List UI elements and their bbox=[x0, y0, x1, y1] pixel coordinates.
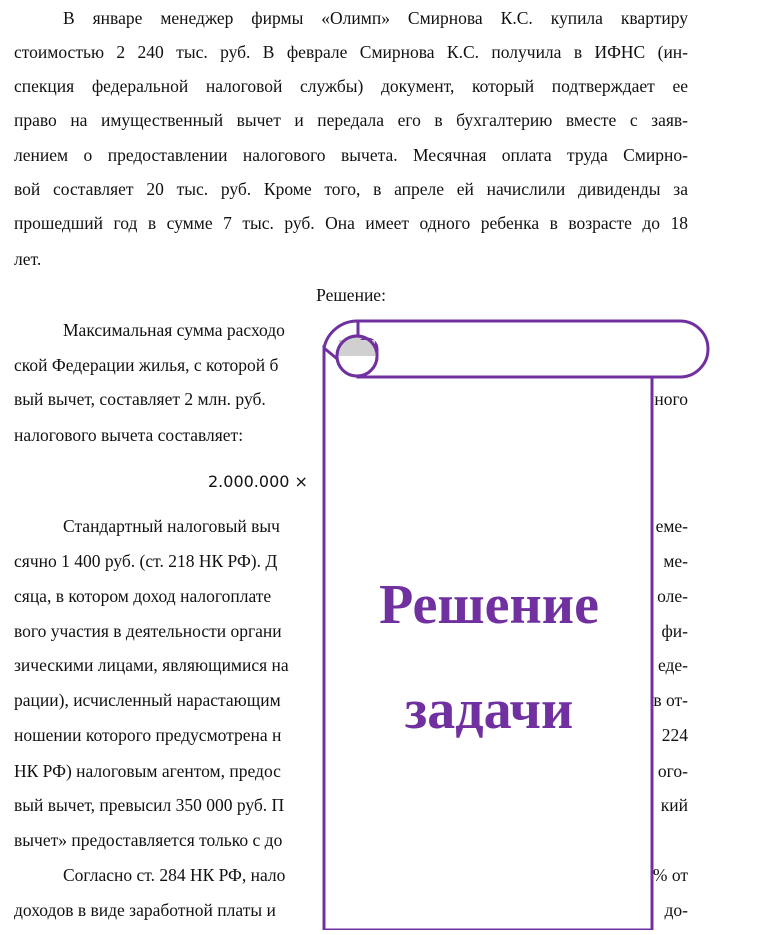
text-line: НК РФ) налоговым агентом, предос bbox=[14, 761, 281, 781]
text-line: стоимостью 2 240 тыс. руб. В феврале Смирнова К.С. получила в ИФНС (ин- bbox=[14, 42, 688, 62]
text-line: налогового вычета составляет: bbox=[14, 425, 244, 445]
scroll-title-line2: задачи bbox=[404, 679, 574, 741]
text-line: лением о предоставлении налогового вычета. Месячная оплата труда Смирно- bbox=[14, 145, 688, 165]
scroll-body bbox=[324, 348, 652, 930]
text-line-fragment: ного bbox=[654, 389, 688, 409]
formula: 2.000.000 × bbox=[208, 472, 308, 491]
text-line: сяца, в котором доход налогоплате bbox=[14, 586, 272, 606]
text-line-fragment: ого- bbox=[657, 761, 688, 781]
text-line-fragment: еме- bbox=[655, 516, 688, 536]
text-line: рации), исчисленный нарастающим bbox=[14, 690, 281, 710]
text-line: прошедший год в сумме 7 тыс. руб. Она имеет одного ребенка в возрасте до 18 bbox=[14, 213, 688, 233]
text-line: доходов в виде заработной платы и bbox=[14, 900, 276, 920]
text-line: сячно 1 400 руб. (ст. 218 НК РФ). Д bbox=[14, 551, 278, 571]
text-line-fragment: до- bbox=[664, 900, 688, 920]
text-line: В январе менеджер фирмы «Олимп» Смирнова К.С. купила квартиру bbox=[63, 8, 688, 28]
text-line: Максимальная сумма расходо bbox=[63, 320, 285, 340]
text-line-fragment: 224 bbox=[661, 725, 688, 745]
text-line: право на имущественный вычет и передала его в бухгалтерию вместе с заяв- bbox=[14, 110, 688, 130]
text-line: вый вычет, превысил 350 000 руб. П bbox=[14, 795, 285, 815]
text-line: вого участия в деятельности органи bbox=[14, 621, 282, 641]
text-line: спекция федеральной налоговой службы) документ, который подтверждает ее bbox=[14, 76, 688, 96]
text-line-fragment: кий bbox=[660, 795, 688, 815]
text-line: ской Федерации жилья, с которой б bbox=[14, 355, 279, 375]
text-line: Согласно ст. 284 НК РФ, нало bbox=[63, 865, 286, 885]
text-line: вычет» предоставляется только с до bbox=[14, 830, 283, 850]
text-line: Стандартный налоговый выч bbox=[63, 516, 280, 536]
text-line-fragment: оле- bbox=[657, 586, 688, 606]
text-line: вой составляет 20 тыс. руб. Кроме того, в апреле ей начислили дивиденды за bbox=[14, 179, 688, 199]
text-line-fragment: фи- bbox=[661, 621, 688, 641]
text-line-fragment: % от bbox=[652, 865, 688, 885]
scroll-top-roll bbox=[358, 321, 708, 377]
scroll-title-line1: Решение bbox=[379, 574, 599, 636]
text-line-fragment: еде- bbox=[657, 655, 688, 675]
text-line: лет. bbox=[14, 249, 42, 269]
text-line: вый вычет, составляет 2 млн. руб. bbox=[14, 389, 266, 409]
text-line-fragment: ме- bbox=[663, 551, 688, 571]
text-line: ношении которого предусмотрена н bbox=[14, 725, 282, 745]
text-line-fragment: в от- bbox=[653, 690, 688, 710]
text-line: зическими лицами, являющимися на bbox=[14, 655, 289, 675]
solution-heading: Решение: bbox=[316, 285, 386, 305]
